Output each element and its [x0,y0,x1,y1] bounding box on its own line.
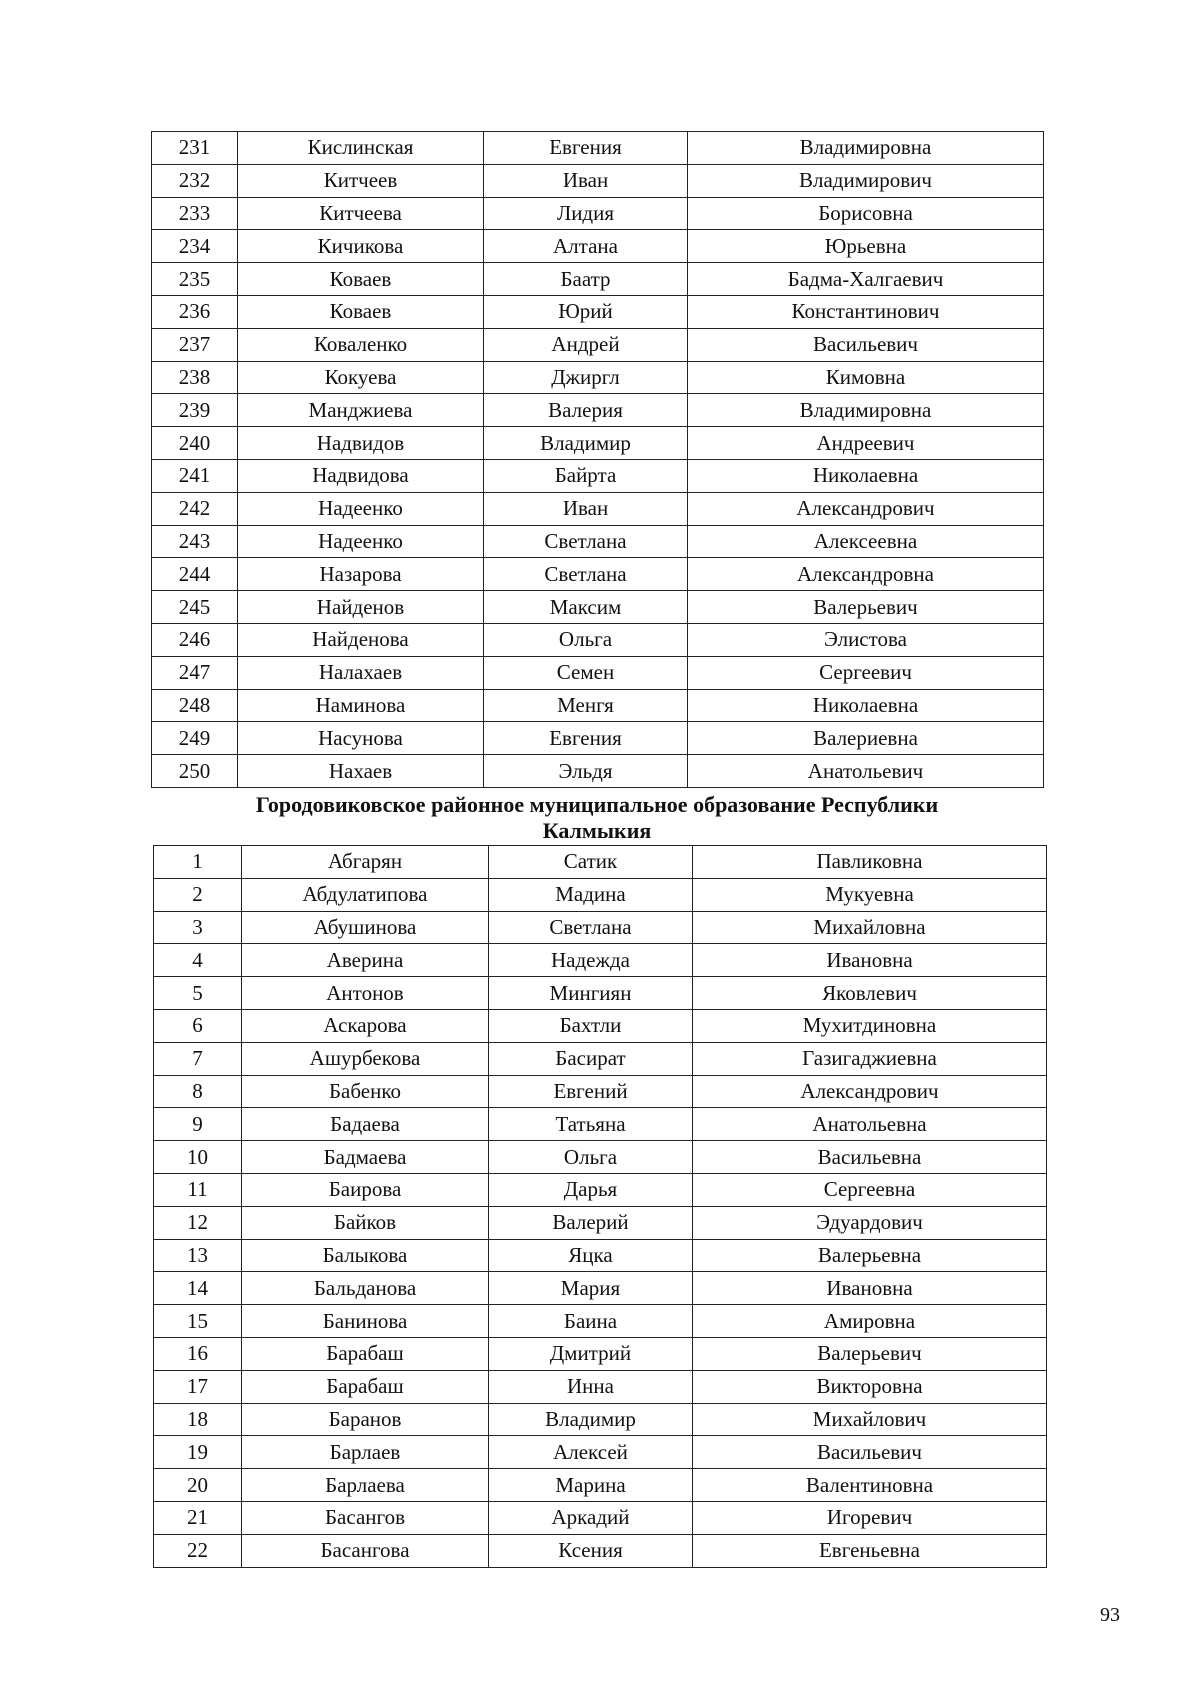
patronymic-cell: Юрьевна [688,230,1044,263]
row-number-cell: 231 [152,132,238,165]
row-number-cell: 250 [152,755,238,788]
row-number-cell: 21 [154,1501,242,1534]
first-name-cell: Лидия [484,197,688,230]
surname-cell: Банинова [242,1305,489,1338]
first-name-cell: Марина [489,1469,693,1502]
table-row [154,1337,1047,1370]
surname-cell: Кокуева [238,361,484,394]
surname-cell: Коваев [238,263,484,296]
patronymic-cell: Васильевна [693,1141,1047,1174]
registry-table-gorodovikovsky [153,845,1047,1568]
surname-cell: Бабенко [242,1075,489,1108]
patronymic-cell: Николаевна [688,689,1044,722]
surname-cell: Китчеева [238,197,484,230]
patronymic-cell: Сергеевна [693,1173,1047,1206]
patronymic-cell: Павликовна [693,846,1047,879]
first-name-cell: Евгений [489,1075,693,1108]
row-number-cell: 6 [154,1009,242,1042]
registry-table-continued [151,131,1044,788]
first-name-cell: Баатр [484,263,688,296]
patronymic-cell: Бадма-Халгаевич [688,263,1044,296]
first-name-cell: Евгения [484,132,688,165]
patronymic-cell: Викторовна [693,1370,1047,1403]
table-row [154,1305,1047,1338]
patronymic-cell: Валентиновна [693,1469,1047,1502]
row-number-cell: 235 [152,263,238,296]
row-number-cell: 242 [152,492,238,525]
surname-cell: Барабаш [242,1370,489,1403]
table-row [154,911,1047,944]
patronymic-cell: Валерьевич [693,1337,1047,1370]
surname-cell: Надвидов [238,427,484,460]
row-number-cell: 15 [154,1305,242,1338]
first-name-cell: Валерий [489,1206,693,1239]
patronymic-cell: Алексеевна [688,525,1044,558]
first-name-cell: Мадина [489,878,693,911]
surname-cell: Абдулатипова [242,878,489,911]
row-number-cell: 237 [152,328,238,361]
row-number-cell: 243 [152,525,238,558]
first-name-cell: Андрей [484,328,688,361]
surname-cell: Абгарян [242,846,489,879]
section-heading-line-2: Калмыкия [542,818,652,843]
surname-cell: Бальданова [242,1272,489,1305]
table-row [152,295,1044,328]
patronymic-cell: Анатольевич [688,755,1044,788]
first-name-cell: Мингиян [489,977,693,1010]
surname-cell: Антонов [242,977,489,1010]
surname-cell: Налахаев [238,656,484,689]
table-row [152,558,1044,591]
patronymic-cell: Андреевич [688,427,1044,460]
surname-cell: Надвидова [238,459,484,492]
surname-cell: Ашурбекова [242,1042,489,1075]
patronymic-cell: Васильевич [693,1436,1047,1469]
surname-cell: Бадаева [242,1108,489,1141]
row-number-cell: 241 [152,459,238,492]
table-row [152,623,1044,656]
surname-cell: Нахаев [238,755,484,788]
patronymic-cell: Александрович [688,492,1044,525]
surname-cell: Баранов [242,1403,489,1436]
surname-cell: Наминова [238,689,484,722]
table-row [152,263,1044,296]
patronymic-cell: Васильевич [688,328,1044,361]
patronymic-cell: Константинович [688,295,1044,328]
row-number-cell: 238 [152,361,238,394]
row-number-cell: 2 [154,878,242,911]
first-name-cell: Яцка [489,1239,693,1272]
table-row [154,977,1047,1010]
surname-cell: Барлаева [242,1469,489,1502]
row-number-cell: 1 [154,846,242,879]
row-number-cell: 22 [154,1534,242,1567]
row-number-cell: 20 [154,1469,242,1502]
surname-cell: Манджиева [238,394,484,427]
row-number-cell: 16 [154,1337,242,1370]
first-name-cell: Валерия [484,394,688,427]
patronymic-cell: Кимовна [688,361,1044,394]
first-name-cell: Светлана [484,558,688,591]
patronymic-cell: Мухитдиновна [693,1009,1047,1042]
first-name-cell: Эльдя [484,755,688,788]
table-row [154,1206,1047,1239]
table-row [154,1469,1047,1502]
table-row [154,1501,1047,1534]
first-name-cell: Баина [489,1305,693,1338]
first-name-cell: Ольга [484,623,688,656]
table-row [154,878,1047,911]
surname-cell: Байков [242,1206,489,1239]
surname-cell: Аверина [242,944,489,977]
surname-cell: Аскарова [242,1009,489,1042]
row-number-cell: 3 [154,911,242,944]
row-number-cell: 12 [154,1206,242,1239]
patronymic-cell: Николаевна [688,459,1044,492]
table-row [152,591,1044,624]
patronymic-cell: Яковлевич [693,977,1047,1010]
table-row [154,1403,1047,1436]
table-row [152,361,1044,394]
surname-cell: Басангова [242,1534,489,1567]
first-name-cell: Светлана [484,525,688,558]
first-name-cell: Дарья [489,1173,693,1206]
row-number-cell: 10 [154,1141,242,1174]
table-row [154,1272,1047,1305]
table-row [152,722,1044,755]
patronymic-cell: Газигаджиевна [693,1042,1047,1075]
patronymic-cell: Александровна [688,558,1044,591]
section-heading [151,792,1043,844]
patronymic-cell: Александрович [693,1075,1047,1108]
table-row [152,230,1044,263]
first-name-cell: Алтана [484,230,688,263]
first-name-cell: Евгения [484,722,688,755]
surname-cell: Бадмаева [242,1141,489,1174]
patronymic-cell: Эдуардович [693,1206,1047,1239]
row-number-cell: 244 [152,558,238,591]
patronymic-cell: Борисовна [688,197,1044,230]
table-row [154,1370,1047,1403]
first-name-cell: Сатик [489,846,693,879]
surname-cell: Кислинская [238,132,484,165]
table-row [152,427,1044,460]
patronymic-cell: Владимирович [688,164,1044,197]
table-row [152,656,1044,689]
first-name-cell: Надежда [489,944,693,977]
surname-cell: Найденова [238,623,484,656]
table-row [154,1239,1047,1272]
patronymic-cell: Игоревич [693,1501,1047,1534]
first-name-cell: Максим [484,591,688,624]
patronymic-cell: Валерьевич [688,591,1044,624]
surname-cell: Китчеев [238,164,484,197]
surname-cell: Надеенко [238,525,484,558]
row-number-cell: 249 [152,722,238,755]
table-row [152,164,1044,197]
surname-cell: Кичикова [238,230,484,263]
row-number-cell: 246 [152,623,238,656]
row-number-cell: 8 [154,1075,242,1108]
patronymic-cell: Анатольевна [693,1108,1047,1141]
patronymic-cell: Валерьевна [693,1239,1047,1272]
first-name-cell: Джиргл [484,361,688,394]
table-row [152,755,1044,788]
first-name-cell: Ксения [489,1534,693,1567]
row-number-cell: 5 [154,977,242,1010]
page-number: 93 [1100,1604,1120,1626]
first-name-cell: Алексей [489,1436,693,1469]
first-name-cell: Иван [484,164,688,197]
row-number-cell: 14 [154,1272,242,1305]
row-number-cell: 234 [152,230,238,263]
first-name-cell: Басират [489,1042,693,1075]
table-row [152,132,1044,165]
first-name-cell: Татьяна [489,1108,693,1141]
table-row [152,394,1044,427]
table-row [154,1436,1047,1469]
surname-cell: Балыкова [242,1239,489,1272]
row-number-cell: 247 [152,656,238,689]
row-number-cell: 233 [152,197,238,230]
first-name-cell: Светлана [489,911,693,944]
row-number-cell: 232 [152,164,238,197]
surname-cell: Насунова [238,722,484,755]
row-number-cell: 13 [154,1239,242,1272]
first-name-cell: Менгя [484,689,688,722]
patronymic-cell: Амировна [693,1305,1047,1338]
patronymic-cell: Евгеньевна [693,1534,1047,1567]
surname-cell: Барабаш [242,1337,489,1370]
first-name-cell: Семен [484,656,688,689]
patronymic-cell: Валериевна [688,722,1044,755]
table-row [154,1108,1047,1141]
table-row [154,1075,1047,1108]
surname-cell: Абушинова [242,911,489,944]
surname-cell: Барлаев [242,1436,489,1469]
table-row [154,1534,1047,1567]
first-name-cell: Инна [489,1370,693,1403]
row-number-cell: 239 [152,394,238,427]
row-number-cell: 19 [154,1436,242,1469]
patronymic-cell: Ивановна [693,1272,1047,1305]
patronymic-cell: Михайловна [693,911,1047,944]
table-row [154,944,1047,977]
row-number-cell: 4 [154,944,242,977]
table-row [152,328,1044,361]
patronymic-cell: Владимировна [688,132,1044,165]
table-row [152,492,1044,525]
row-number-cell: 7 [154,1042,242,1075]
first-name-cell: Аркадий [489,1501,693,1534]
surname-cell: Басангов [242,1501,489,1534]
table-row [154,1173,1047,1206]
row-number-cell: 11 [154,1173,242,1206]
row-number-cell: 9 [154,1108,242,1141]
table-row [152,689,1044,722]
patronymic-cell: Мукуевна [693,878,1047,911]
table-row [154,1042,1047,1075]
row-number-cell: 248 [152,689,238,722]
first-name-cell: Иван [484,492,688,525]
first-name-cell: Дмитрий [489,1337,693,1370]
patronymic-cell: Сергеевич [688,656,1044,689]
row-number-cell: 18 [154,1403,242,1436]
table-row [152,459,1044,492]
first-name-cell: Мария [489,1272,693,1305]
surname-cell: Назарова [238,558,484,591]
first-name-cell: Ольга [489,1141,693,1174]
row-number-cell: 245 [152,591,238,624]
patronymic-cell: Ивановна [693,944,1047,977]
row-number-cell: 240 [152,427,238,460]
table-row [152,197,1044,230]
patronymic-cell: Михайлович [693,1403,1047,1436]
surname-cell: Найденов [238,591,484,624]
table-row [154,1141,1047,1174]
patronymic-cell: Владимировна [688,394,1044,427]
first-name-cell: Байрта [484,459,688,492]
surname-cell: Баирова [242,1173,489,1206]
table-row [154,846,1047,879]
surname-cell: Коваев [238,295,484,328]
surname-cell: Надеенко [238,492,484,525]
table-row [154,1009,1047,1042]
first-name-cell: Владимир [484,427,688,460]
section-heading-line-1: Городовиковское районное муниципальное образование Республики [255,792,939,817]
row-number-cell: 17 [154,1370,242,1403]
patronymic-cell: Элистова [688,623,1044,656]
surname-cell: Коваленко [238,328,484,361]
first-name-cell: Бахтли [489,1009,693,1042]
row-number-cell: 236 [152,295,238,328]
first-name-cell: Владимир [489,1403,693,1436]
table-row [152,525,1044,558]
first-name-cell: Юрий [484,295,688,328]
